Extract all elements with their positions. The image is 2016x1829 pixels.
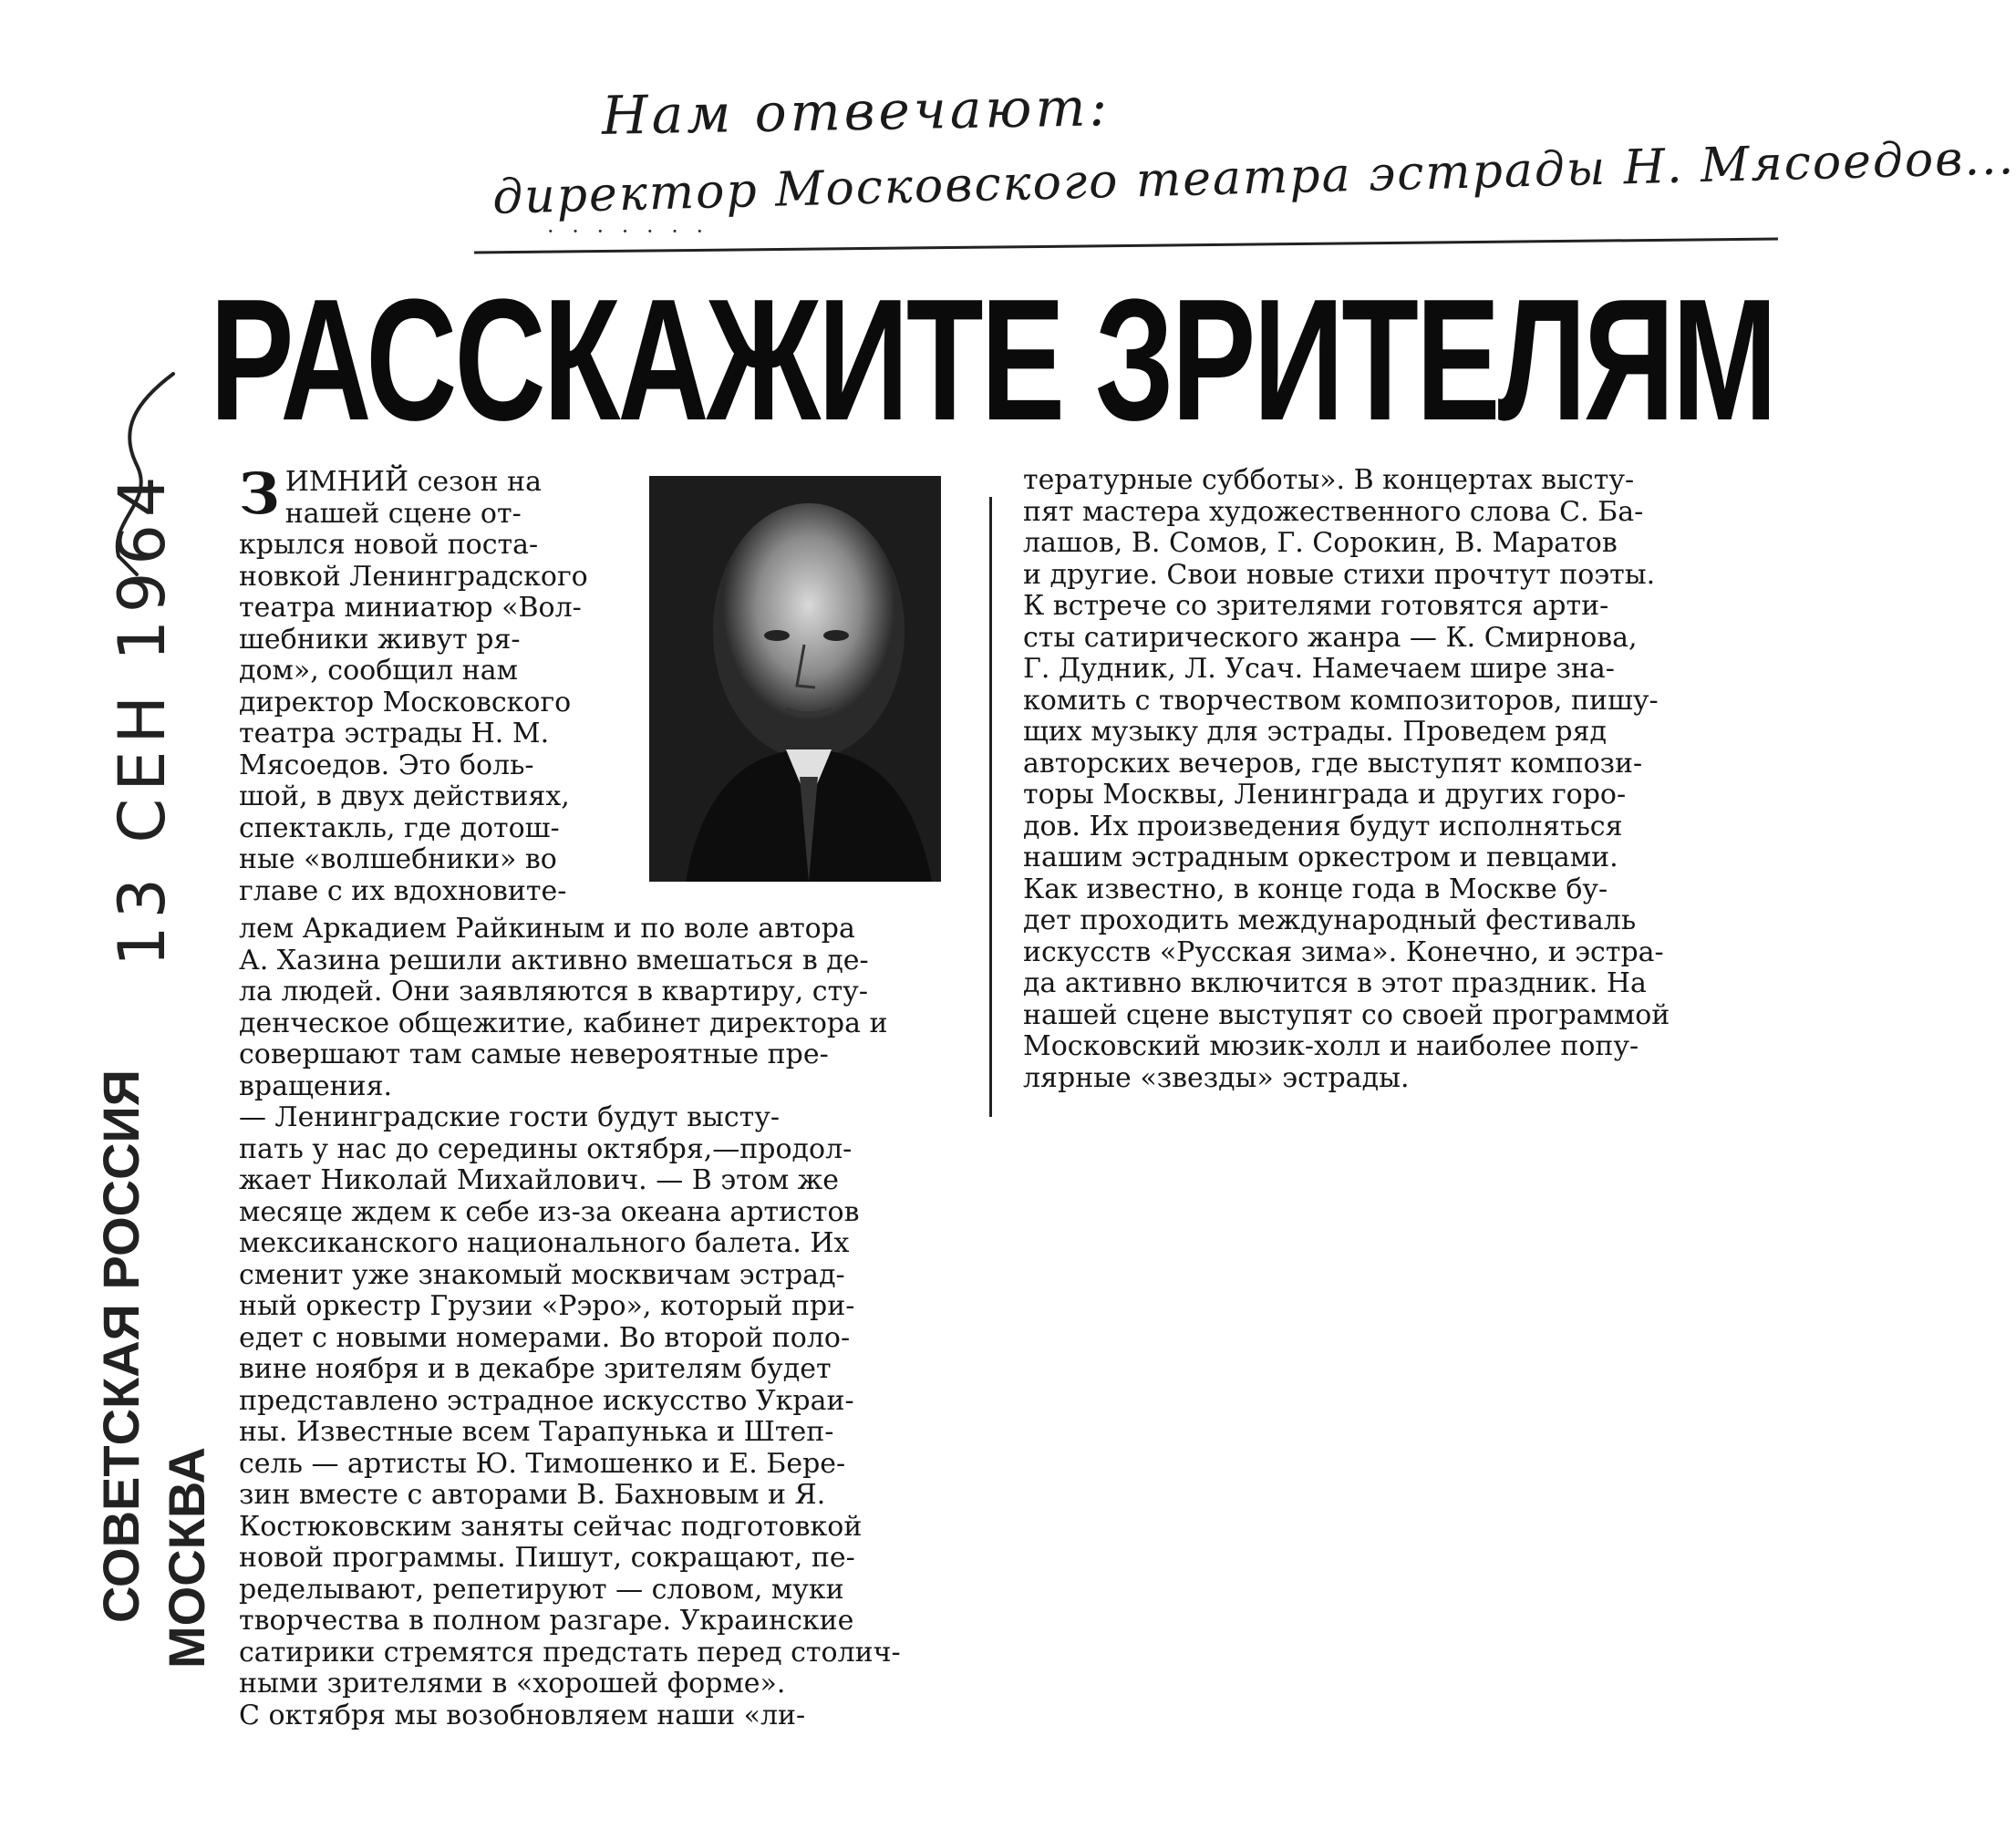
text-line: директор Московского bbox=[239, 686, 572, 718]
text-line: шебники живут ря- bbox=[239, 623, 521, 656]
text-line: театра миниатюр «Вол- bbox=[239, 592, 582, 624]
decorative-dots: · · · · · · · bbox=[547, 219, 709, 244]
text-line: главе с их вдохновите- bbox=[239, 874, 567, 907]
text-line: Как известно, в конце года в Москве бу- bbox=[1023, 873, 1608, 905]
text-line: новкой Ленинградского bbox=[239, 560, 588, 593]
article-headline: РАССКАЖИТЕ ЗРИТЕЛЯМ bbox=[210, 264, 1775, 457]
newspaper-name-stamp: СОВЕТСКАЯ РОССИЯ bbox=[92, 1069, 150, 1623]
text-line: дет проходить международный фестиваль bbox=[1023, 904, 1637, 936]
text-line: ИМНИЙ сезон на bbox=[284, 466, 543, 498]
text-line: совершают там самые невероятные пре- bbox=[239, 1038, 829, 1070]
text-line: ный оркестр Грузии «Рэро», который при- bbox=[239, 1290, 855, 1322]
handwritten-note-line1: Нам отвечают: bbox=[601, 76, 1111, 147]
text-line: представлено эстрадное искусство Украи- bbox=[239, 1384, 854, 1417]
text-line: С октября мы возобновляем наши «ли- bbox=[239, 1699, 806, 1731]
text-line: ные «волшебники» во bbox=[239, 843, 557, 875]
text-line: спектакль, где дотош- bbox=[239, 811, 560, 844]
text-line: пят мастера художественного слова С. Ба- bbox=[1023, 495, 1644, 528]
text-line: нашей сцене выступят со своей программой bbox=[1023, 998, 1670, 1031]
text-line: ла людей. Они заявляются в квартиру, сту- bbox=[239, 976, 868, 1008]
text-line: крылся новой поста- bbox=[239, 529, 539, 561]
text-line: шой, в двух действиях, bbox=[239, 780, 570, 812]
column-divider bbox=[989, 497, 992, 1117]
date-stamp: 13 СЕН 1964 bbox=[105, 469, 180, 966]
text-line: театра эстрады Н. М. bbox=[239, 718, 550, 749]
text-line: ределывают, репетируют — словом, муки bbox=[239, 1573, 844, 1606]
article-column-1-bottom bbox=[239, 914, 959, 1731]
text-line: сель — артисты Ю. Тимошенко и Е. Бере- bbox=[239, 1447, 846, 1480]
text-line: лем Аркадием Райкиным и по воле автора bbox=[239, 913, 855, 945]
text-line: жает Николай Михайлович. — В этом же bbox=[239, 1164, 840, 1196]
text-line: авторских вечеров, где выступят компози- bbox=[1023, 747, 1643, 780]
text-line: комить с творчеством композиторов, пишу- bbox=[1023, 684, 1659, 717]
text-line: месяце ждем к себе из-за океана артистов bbox=[239, 1195, 860, 1228]
newspaper-city-stamp: МОСКВА bbox=[158, 1447, 215, 1669]
text-line: вращения. bbox=[239, 1070, 393, 1102]
text-line: лашов, В. Сомов, Г. Сорокин, В. Маратов bbox=[1023, 527, 1618, 559]
text-line: зин вместе с авторами В. Бахновым и Я. bbox=[239, 1479, 826, 1511]
text-line: — Ленинградские гости будут высту- bbox=[239, 1101, 781, 1133]
text-line: сменит уже знакомый москвичам эстрад- bbox=[239, 1258, 845, 1291]
text-line: и другие. Свои новые стихи прочтут поэты. bbox=[1023, 558, 1656, 591]
text-line: К встрече со зрителями готовятся арти- bbox=[1023, 590, 1609, 622]
text-line: сты сатирического жанра — К. Смирнова, bbox=[1023, 621, 1638, 654]
text-line: Мясоедов. Это боль- bbox=[239, 749, 534, 781]
article-column-1-top bbox=[239, 460, 622, 907]
text-line: да активно включится в этот праздник. На bbox=[1023, 967, 1647, 999]
text-line: щих музыку для эстрады. Проведем ряд bbox=[1023, 716, 1607, 748]
text-line: ны. Известные всем Тарапунька и Штеп- bbox=[239, 1416, 834, 1448]
text-line: Г. Дудник, Л. Усач. Намечаем шире зна- bbox=[1023, 653, 1615, 685]
text-line: тературные субботы». В концертах высту- bbox=[1023, 464, 1635, 496]
text-line: сатирики стремятся предстать перед столич- bbox=[239, 1636, 901, 1669]
text-line: ными зрителями в «хорошей форме». bbox=[239, 1668, 786, 1700]
text-line: творчества в полном разгаре. Украинские bbox=[239, 1605, 854, 1637]
text-line: Московский мюзик-холл и наиболее попу- bbox=[1023, 1030, 1639, 1062]
text-line: мексиканского национального балета. Их bbox=[239, 1227, 850, 1259]
text-line: новой программы. Пишут, сокращают, пе- bbox=[239, 1542, 855, 1574]
article-column-2 bbox=[1023, 465, 1743, 1094]
text-line: искусств «Русская зима». Конечно, и эстра- bbox=[1023, 935, 1664, 968]
text-line: торы Москвы, Ленинграда и других горо- bbox=[1023, 779, 1627, 811]
text-line: нашей сцене от- bbox=[284, 497, 522, 530]
text-line: пать у нас до середины октября,—продол- bbox=[239, 1132, 853, 1165]
text-line: Костюковским заняты сейчас подготовкой bbox=[239, 1510, 863, 1543]
text-line: нашим эстрадным оркестром и певцами. bbox=[1023, 842, 1618, 873]
handwritten-note-line2: директор Московского театра эстрады Н. Мясоедов... bbox=[491, 130, 2016, 225]
text-line: денческое общежитие, кабинет директора и bbox=[239, 1007, 888, 1039]
text-line: дов. Их произведения будут исполняться bbox=[1023, 810, 1623, 842]
text-line: едет с новыми номерами. Во второй поло- bbox=[239, 1321, 851, 1354]
text-line: вине ноября и в декабре зрителям будет bbox=[239, 1353, 832, 1385]
portrait-photo bbox=[649, 476, 941, 882]
text-line: лярные «звезды» эстрады. bbox=[1023, 1061, 1410, 1094]
text-line: дом», сообщил нам bbox=[239, 655, 518, 687]
drop-cap: З bbox=[239, 460, 280, 527]
text-line: А. Хазина решили активно вмешаться в де- bbox=[239, 944, 869, 976]
